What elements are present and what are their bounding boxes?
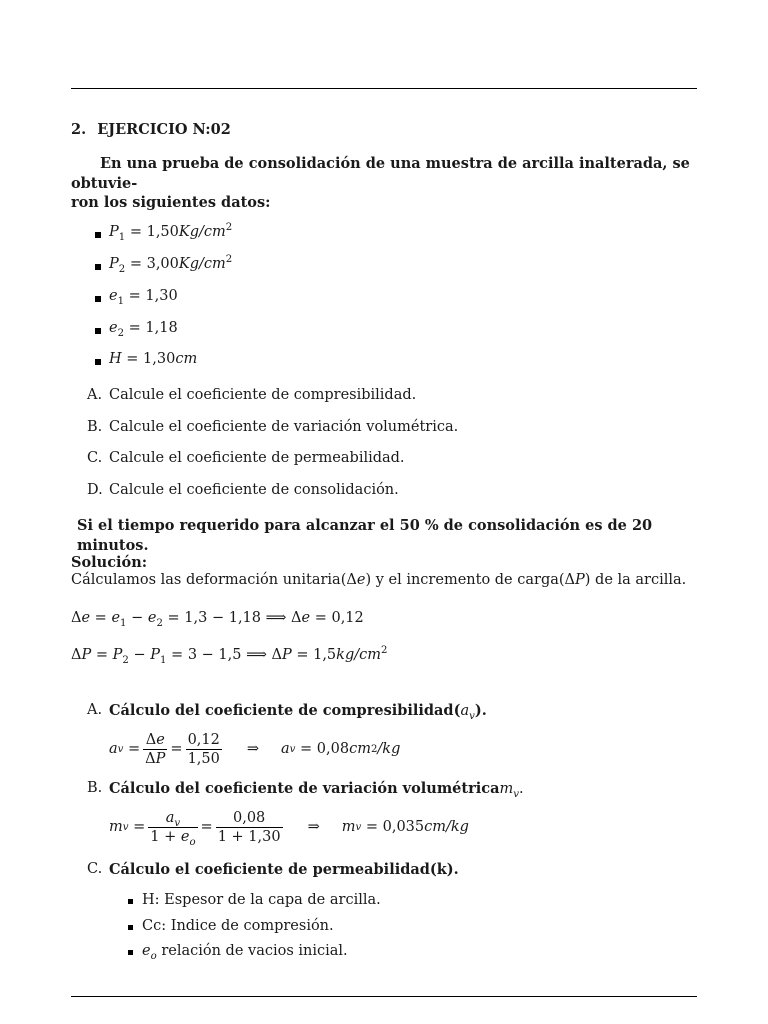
fraction: $\frac{a_v}{1 + e_o}$ xyxy=(150,810,196,849)
bullet-marker xyxy=(95,264,101,270)
data-item-e1: $e_1 = 1,30$ xyxy=(109,288,178,307)
step-c-title: Cálculo el coeficiente de permeabilidad(k). xyxy=(109,861,459,878)
data-item-p1: $P_1 = 1,50Kg/cm^2$ xyxy=(109,222,233,243)
bullet-marker xyxy=(95,328,101,334)
section-heading xyxy=(71,120,697,140)
delta-p-equation: $\Delta P = P_2 - P_1 = 3 - 1,5$ ⟹ $\Delta P = 1,5kg/cm^2$ xyxy=(71,645,388,666)
step-b-label: B. xyxy=(87,780,103,796)
task-text: Calcule el coeficiente de compresibilidad. xyxy=(109,387,417,403)
time-note: Si el tiempo requerido para alcanzar el 50 % de consolidación es de 20 minutos. xyxy=(77,517,653,554)
bottom-rule xyxy=(71,996,697,997)
legend-item-eo: $e_o$ relación de vacios inicial. xyxy=(142,943,348,962)
legend-item-cc: Cc: Indice de compresión. xyxy=(142,918,334,934)
bullet-marker xyxy=(128,925,133,930)
step-b-title: Cálculo del coeficiente de variación volumétricam$_v$. xyxy=(109,780,524,800)
fraction: $\frac{0,08}{1 + 1,30}$ xyxy=(217,810,281,846)
bullet-marker xyxy=(128,899,133,904)
data-item-p2: $P_2 = 3,00Kg/cm^2$ xyxy=(109,254,233,275)
section-number: 2. xyxy=(71,121,87,138)
step-a-equation: a v = $\frac{\Delta e}{\Delta P}$ = $\frac{0,12}{1,50}$ ⇒ a v = 0,08 cm 2 /kg xyxy=(109,732,401,768)
task-text: Calcule el coeficiente de permeabilidad. xyxy=(109,450,405,466)
delta-e-equation: $\Delta e = e_1 - e_2 = 1,3 - 1,18$ ⟹ Δe = 0,12 xyxy=(71,610,364,629)
fraction: $\frac{0,12}{1,50}$ xyxy=(187,732,220,768)
fraction: $\frac{\Delta e}{\Delta P}$ xyxy=(145,732,166,768)
task-label: D. xyxy=(87,482,103,498)
task-label: B. xyxy=(87,419,103,435)
step-a-label: A. xyxy=(87,702,103,718)
bullet-marker xyxy=(95,296,101,302)
task-text: Calcule el coeficiente de variación volumétrica. xyxy=(109,419,459,435)
bullet-marker xyxy=(128,950,133,955)
task-label: A. xyxy=(87,387,103,403)
step-b-equation: m v = $\frac{a_v}{1 + e_o}$ = $\frac{0,08}{1 + 1,30}$ ⇒ m v = 0,035 cm/kg xyxy=(109,810,469,849)
intro-line-1: En una prueba de consolidación de una muestra de arcilla inalterada, se obtuvie- xyxy=(71,155,690,192)
task-label: C. xyxy=(87,450,103,466)
solution-text: Cálculamos las deformación unitaria(Δe) y el incremento de carga(ΔP) de la arcilla. xyxy=(71,572,687,588)
task-text: Calcule el coeficiente de consolidación. xyxy=(109,482,399,498)
section-title: EJERCICIO N:02 xyxy=(97,121,231,138)
data-item-h: H = 1,30cm xyxy=(109,351,198,367)
step-a-title: Cálculo del coeficiente de $compresibilidad(a_v)$. xyxy=(109,702,487,722)
intro-line-2: ron los siguientes datos: xyxy=(71,194,271,212)
solution-heading: Solución: xyxy=(71,554,148,571)
intro-paragraph xyxy=(71,154,697,213)
data-item-e2: $e_2 = 1,18$ xyxy=(109,320,178,339)
step-c-label: C. xyxy=(87,861,103,877)
legend-item-h: H: Espesor de la capa de arcilla. xyxy=(142,892,381,908)
bullet-marker xyxy=(95,232,101,238)
bullet-marker xyxy=(95,359,101,365)
top-rule xyxy=(71,88,697,89)
